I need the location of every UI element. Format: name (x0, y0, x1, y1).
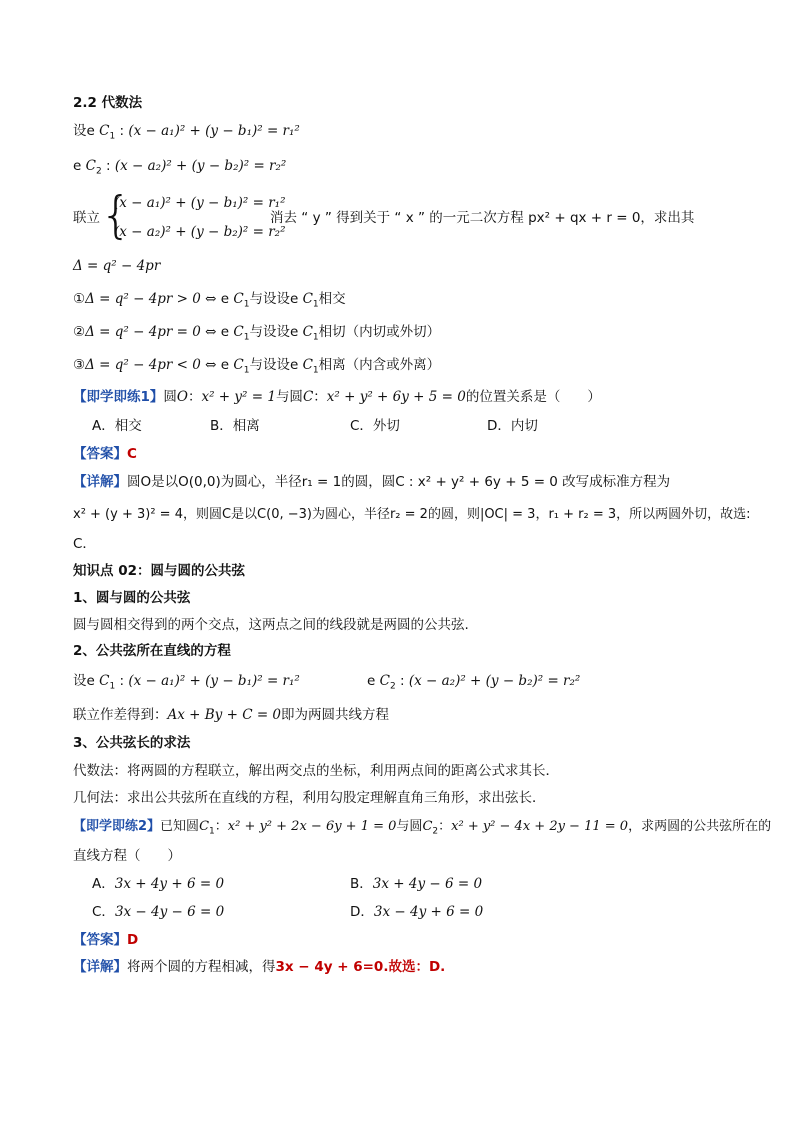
chord-circle-c1: 设e $C_1$ : (x − a₁)² + (y − b₁)² = r₁² (73, 673, 300, 692)
option-c: C．外切 (350, 418, 400, 434)
combine-text: 消去 “ y ” 得到关于 “ x ” 的一元二次方程 px² + qx + r = 0，求出其 (270, 210, 695, 226)
subheading-1-text: 圆与圆相交得到的两个交点，这两点之间的线段就是两圆的公共弦. (73, 617, 469, 633)
option-a: A．3x + 4y + 6 = 0 (92, 876, 225, 892)
difference-line: 联立作差得到：Ax + By + C = 0即为两圆共线方程 (73, 707, 390, 723)
option-b: B．相离 (210, 418, 260, 434)
exercise-2-question: 【即学即练2】已知圆$C_1$：x² + y² + 2x − 6y + 1 = 0与圆$C_2$：x² + y² − 4x + 2y − 11 = 0，求两圆的公共弦所在的 (73, 819, 772, 837)
exercise-1-question: 【即学即练1】圆O：x² + y² = 1与圆C：x² + y² + 6y + 5 = 0的位置关系是（ ） (73, 389, 601, 405)
circle-symbol: e (86, 123, 95, 139)
case-1: ①Δ = q² − 4pr > 0 ⇔ e $C_1$与设设e $C_1$相交 (73, 291, 346, 310)
chord-circle-c2: e $C_2$ : (x − a₂)² + (y − b₂)² = r₂² (367, 673, 581, 692)
option-c: C．3x − 4y − 6 = 0 (92, 904, 225, 920)
circle-c2-equation: e $C_2$ : (x − a₂)² + (y − b₂)² = r₂² (73, 158, 287, 177)
exercise-1-detail-2: x² + (y + 3)² = 4，则圆C是以C(0, −3)为圆心，半径r₂ = 2的圆，则|OC| = 3，r₁ + r₂ = 3，所以两圆外切，故选: (73, 507, 751, 522)
case-2: ②Δ = q² − 4pr = 0 ⇔ e $C_1$与设设e $C_1$相切（内切或外切） (73, 324, 441, 343)
subheading-1: 1、圆与圆的公共弦 (73, 590, 191, 606)
delta-formula: Δ = q² − 4pr (73, 258, 161, 274)
combine-label: 联立 (73, 210, 100, 226)
option-d: D．3x − 4y + 6 = 0 (350, 904, 484, 920)
eq1: (x − a₁)² + (y − b₁)² = r₁² (128, 123, 300, 139)
exercise-1-detail-1: 【详解】圆O是以O(0,0)为圆心，半径r₁ = 1的圆，圆C : x² + y² + 6y + 5 = 0 改写成标准方程为 (73, 474, 671, 490)
answer-value: D (127, 932, 139, 948)
eq2: (x − a₂)² + (y − b₂)² = r₂² (114, 158, 287, 174)
system-eq1: (x − a₁)² + (y − b₁)² = r₁² (114, 195, 286, 211)
case-3: ③Δ = q² − 4pr < 0 ⇔ e $C_1$与设设e $C_1$相离（内含或外离） (73, 357, 441, 376)
let-label: 设 (73, 123, 87, 139)
method-geometric: 几何法：求出公共弦所在直线的方程，利用勾股定理解直角三角形，求出弦长． (73, 790, 546, 806)
option-a: A．相交 (92, 418, 142, 434)
answer-value: C (127, 446, 137, 462)
exercise-2-detail: 【详解】将两个圆的方程相减，得3x − 4y + 6=0.故选：D. (73, 959, 446, 975)
exercise-tag: 【即学即练2】 (73, 819, 161, 834)
circle-c1-equation: 设e $C_1$ : (x − a₁)² + (y − b₁)² = r₁² (73, 123, 300, 142)
exercise-2-answer: 【答案】D (73, 932, 139, 948)
knowledge-point-heading: 知识点 02：圆与圆的公共弦 (73, 563, 245, 579)
subheading-2: 2、公共弦所在直线的方程 (73, 643, 231, 659)
system-eq2: (x − a₂)² + (y − b₂)² = r₂² (114, 224, 286, 240)
section-heading: 2.2 代数法 (73, 95, 143, 111)
subheading-3: 3、公共弦长的求法 (73, 735, 191, 751)
exercise-1-detail-3: C． (73, 536, 96, 552)
option-b: B．3x + 4y − 6 = 0 (350, 876, 483, 892)
circle-symbol: e (73, 158, 82, 174)
exercise-2-question-cont: 直线方程（ ） (73, 848, 181, 864)
system-brace: { (100, 186, 132, 244)
option-d: D．内切 (487, 418, 538, 434)
exercise-tag: 【即学即练1】 (73, 389, 164, 405)
exercise-1-answer: 【答案】C (73, 446, 137, 462)
method-algebraic: 代数法：将两圆的方程联立，解出两交点的坐标，利用两点间的距离公式求其长． (73, 763, 559, 779)
